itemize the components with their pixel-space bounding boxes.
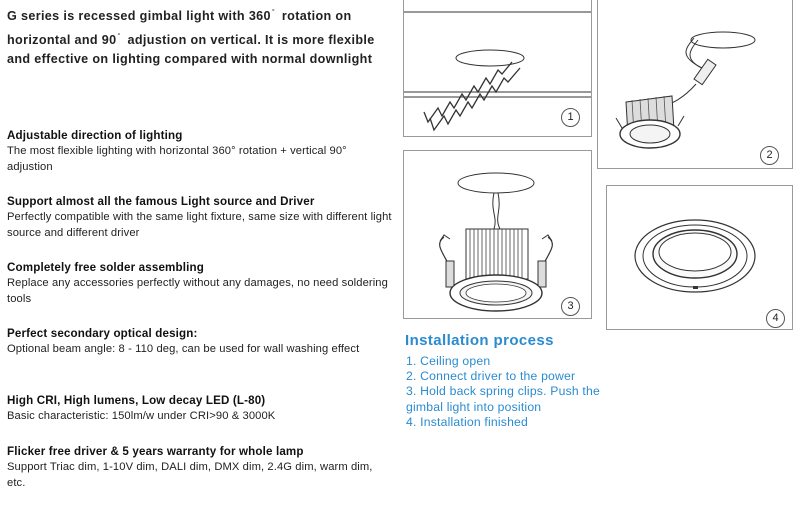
- step-number-badge: 4: [766, 309, 785, 328]
- feature-title: Adjustable direction of lighting: [7, 129, 183, 142]
- diagram-installation-finished: [606, 185, 793, 330]
- intro-paragraph: [7, 3, 392, 70]
- installation-step: 2. Connect driver to the power: [406, 369, 576, 383]
- finished-downlight-illustration: [607, 186, 792, 329]
- diagram-connect-driver: [597, 0, 793, 169]
- feature-title: Flicker free driver & 5 years warranty for whole lamp: [7, 445, 304, 458]
- feature-text: Basic characteristic: 150lm/w under CRI>90 & 3000K: [7, 410, 276, 422]
- step-number-badge: 1: [561, 108, 580, 127]
- feature-title: Perfect secondary optical design:: [7, 327, 198, 340]
- driver-connection-illustration: [598, 0, 792, 168]
- feature-text: Perfectly compatible with the same light fixture, same size with different light source and different driver: [7, 211, 392, 239]
- feature-title: Support almost all the famous Light source and Driver: [7, 195, 315, 208]
- feature-item: [7, 260, 392, 307]
- feature-item: [7, 194, 392, 241]
- step-number-badge: 3: [561, 297, 580, 316]
- intro-text-3: adjustion on vertical. It is more flexible and effective on lighting compared with normal downlight: [7, 32, 375, 66]
- installation-title: Installation process: [405, 332, 554, 349]
- feature-item: [7, 128, 392, 175]
- feature-text: Support Triac dim, 1-10V dim, DALI dim, DMX dim, 2.4G dim, warm dim, etc.: [7, 461, 373, 489]
- feature-item: [7, 393, 392, 425]
- feature-item: [7, 444, 392, 491]
- feature-item: [7, 326, 392, 358]
- intro-text-1: G series is recessed gimbal light with 360: [7, 9, 271, 23]
- feature-text: The most flexible lighting with horizontal 360° rotation + vertical 90° adjustion: [7, 145, 347, 173]
- degree-symbol: °: [271, 9, 276, 16]
- installation-step: 3. Hold back spring clips. Push the gimbal light into position: [406, 384, 600, 414]
- degree-symbol: °: [117, 32, 121, 40]
- diagram-ceiling-open: [403, 0, 592, 137]
- spring-clip-illustration: [404, 151, 591, 318]
- step-number-badge: 2: [760, 146, 779, 165]
- feature-title: Completely free solder assembling: [7, 261, 204, 274]
- installation-step: 1. Ceiling open: [406, 354, 491, 368]
- installation-steps: [406, 354, 606, 430]
- feature-text: Replace any accessories perfectly without any damages, no need soldering tools: [7, 277, 388, 305]
- feature-text: Optional beam angle: 8 - 110 deg, can be used for wall washing effect: [7, 343, 360, 355]
- feature-title: High CRI, High lumens, Low decay LED (L-80): [7, 394, 266, 407]
- diagram-spring-clips: [403, 150, 592, 319]
- intro-text-2: rotation on horizontal and 90: [7, 9, 352, 47]
- installation-step: 4. Installation finished: [406, 415, 529, 429]
